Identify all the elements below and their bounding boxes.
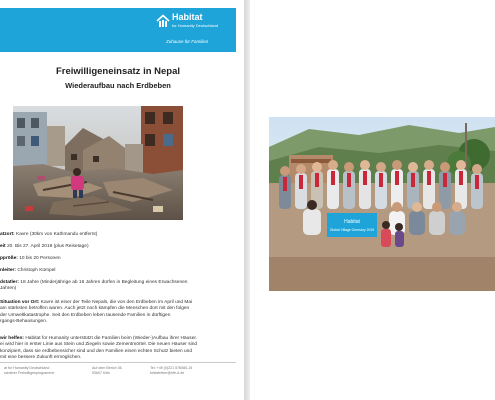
detail-min-age-cont: Jahren) [0,286,17,291]
document-title: Freiwilligeneinsatz in Nepal [55,66,181,77]
banner-subtitle: Global Village Germany 2019 [329,228,375,232]
detail-location: atzort: Kavre (30km von Kathmandu entfernt) [0,232,98,237]
paragraph-how-we-help: wir helfen: Habitat for Humanity unterstützt die Familien beim (Wieder-)Aufbau ihrer Häuser. ei wird hier in erster Linie aus Stein und Ziegeln sowie Zementmörtel. Die neuen Häuser sind konzipiert, dass sie erdbebensicher sind und den Familien einen echten Schutz bieten und mit eine bessere Zukunft ermöglichen. [0,336,198,361]
volunteer-team-photo [269,117,495,291]
footer-address: Auf dem Berich 36 53607 Köln [92,366,122,375]
footer-divider [0,362,236,363]
logo-name: Habitat [172,12,203,22]
logo-subtitle: for Humanity Deutschland [172,23,219,28]
house-people-icon [156,14,170,28]
document-subtitle: Wiederaufbau nach Erdbeben [65,81,171,90]
team-banner [327,213,377,237]
footer-organisation: at for Humanity Deutschland siederer Freiwilligenprogramme [4,366,55,375]
detail-time: eit 20. Bis 27. April 2019 (plus Reisetage) [0,244,89,249]
left-page [0,0,244,400]
paragraph-situation: Situation vor Ort: Kavre ist einer der Teile Nepals, die von den Erdbeben im April und Mai am stärksten betroffen waren. Auch jetzt noch kämpfen die Menschen dort mit den folgen der Umweltkatastrophe. Seit den Erdbeben leben tausende Familien in dürftigen rgangs-Behausungen. [0,300,193,325]
detail-min-age: dstatler: 18 Jahre (Minderjährige ab 16 Jahren dürfen in Begleitung eines Erwachsenen [0,280,188,285]
detail-leader: nleiter: Christoph Kümpel [0,268,56,273]
header-band [0,8,236,52]
banner-title: Habitat [344,219,360,225]
earthquake-rubble-photo [13,106,183,220]
detail-group-size: ppröße: 10 bis 20 Personen [0,256,61,261]
footer-contact: Tel: +49 (0)221 576080-15 brittaferber@hfh-d.de [150,366,193,375]
habitat-logo [156,14,226,48]
tagline: Zuhause für Familien [166,39,209,44]
